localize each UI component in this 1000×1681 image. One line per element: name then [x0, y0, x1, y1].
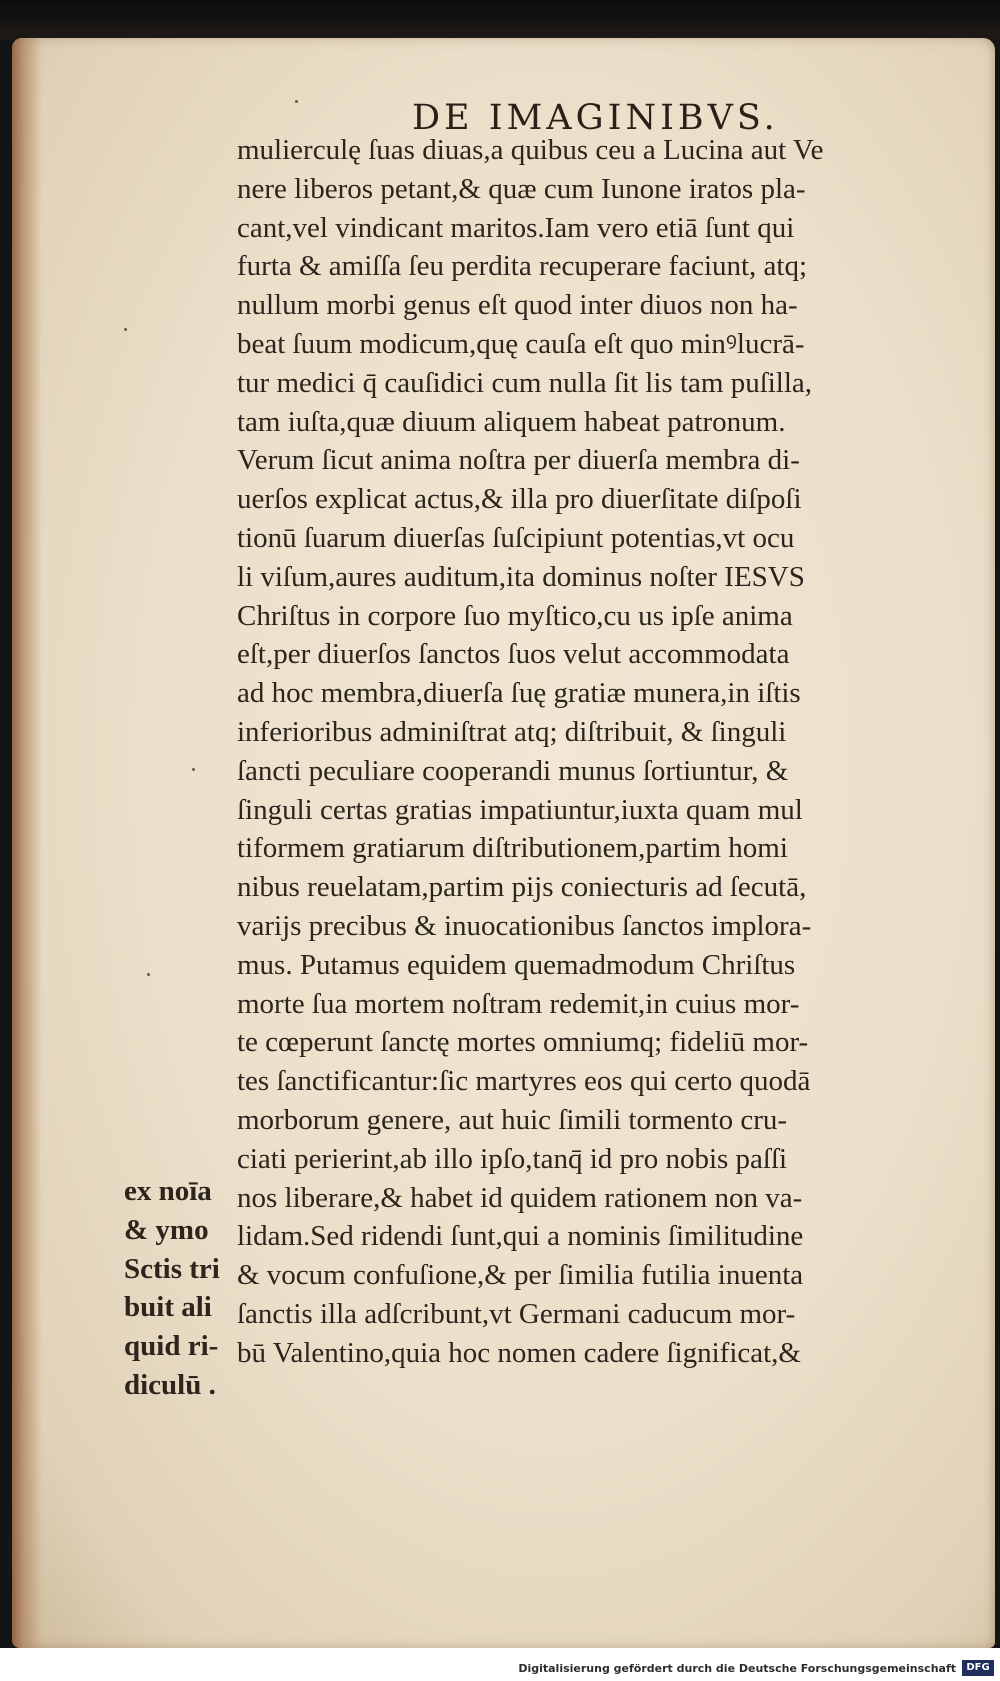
text-line: te cœperunt ſanctę mortes omniumq; fideliū mor-: [237, 1026, 809, 1059]
text-line: ſinguli certas gratias impatiuntur,iuxta quam mul: [237, 793, 803, 826]
running-head: DE IMAGINIBVS.: [412, 98, 779, 138]
marginal-note-line: buit ali: [124, 1291, 212, 1324]
text-line: & vocum confuſione,& per ſimilia futilia inuenta: [237, 1259, 804, 1292]
marginal-note-line: diculū .: [124, 1368, 216, 1401]
marginal-note-line: ex noīa: [124, 1175, 212, 1207]
text-line: bū Valentino,quia hoc nomen cadere ſignificat,&: [237, 1336, 801, 1369]
text-line: nos liberare,& habet id quidem rationem non va-: [237, 1181, 803, 1214]
text-line: tur medici q̄ cauſidici cum nulla ſit lis tam puſilla,: [237, 366, 813, 399]
text-line: tam iuſta,quæ diuum aliquem habeat patronum.: [237, 405, 786, 438]
text-line: li viſum,aures auditum,ita dominus noſter IESVS: [237, 560, 805, 593]
paper-speck: [124, 328, 127, 331]
scan-top-edge: [0, 0, 1000, 40]
text-line: Chriſtus in corpore ſuo myſtico,cu us ipſe anima: [237, 599, 793, 632]
text-line: Verum ſicut anima noſtra per diuerſa membra di-: [237, 444, 800, 477]
text-line: beat ſuum modicum,quę cauſa eſt quo minꝰlucrā-: [237, 327, 805, 360]
text-line: tionū ſuarum diuerſas ſuſcipiunt potentias,vt ocu: [237, 521, 795, 554]
text-line: cant,vel vindicant maritos.Iam vero etiā ſunt qui: [237, 211, 795, 244]
text-line: varijs precibus & inuocationibus ſanctos implora-: [237, 909, 812, 942]
book-page: [12, 38, 995, 1648]
text-line: inferioribus adminiſtrat atq; diſtribuit, & ſinguli: [237, 715, 787, 748]
text-line: nullum morbi genus eſt quod inter diuos non ha-: [237, 289, 798, 322]
text-line: mulierculę ſuas diuas,a quibus ceu a Lucina aut Ve: [237, 134, 824, 166]
text-line: lidam.Sed ridendi ſunt,qui a nominis ſimilitudine: [237, 1220, 804, 1253]
marginal-note-line: quid ri-: [124, 1330, 219, 1363]
text-line: ſancti peculiare cooperandi munus ſortiuntur, &: [237, 754, 789, 787]
text-line: mus. Putamus equidem quemadmodum Chriſtus: [237, 948, 796, 981]
text-line: nere liberos petant,& quæ cum Iunone iratos pla-: [237, 172, 806, 205]
text-line: nibus reuelatam,partim pijs coniecturis ad ſecutā,: [237, 871, 807, 904]
text-line: ad hoc membra,diuerſa ſuę gratiæ munera,in iſtis: [237, 677, 801, 710]
marginal-note-line: & ymo: [124, 1213, 209, 1246]
text-line: ciati perierint,ab illo ipſo,tanq̄ id pro nobis paſſi: [237, 1142, 788, 1175]
page-gutter-shadow: [12, 38, 42, 1648]
text-line: morte ſua mortem noſtram redemit,in cuius mor-: [237, 987, 800, 1020]
paper-speck: [295, 100, 298, 103]
text-line: morborum genere, aut huic ſimili tormento cru-: [237, 1103, 788, 1136]
text-line: ſanctis illa adſcribunt,vt Germani caducum mor-: [237, 1297, 796, 1330]
text-line: eſt,per diuerſos ſanctos ſuos velut accommodata: [237, 638, 790, 671]
digitization-credit: Digitalisierung gefördert durch die Deutsche Forschungsgemeinschaft: [518, 1662, 956, 1675]
text-line: tiformem gratiarum diſtributionem,partim homi: [237, 832, 788, 865]
text-line: tes ſanctificantur:ſic martyres eos qui certo quodā: [237, 1065, 811, 1098]
text-line: furta & amiſſa ſeu perdita recuperare faciunt, atq;: [237, 250, 808, 283]
paper-speck: [147, 973, 150, 976]
marginal-note: [124, 1172, 242, 1405]
body-text: [237, 131, 967, 1373]
dfg-logo: DFG: [962, 1660, 994, 1676]
marginal-note-line: Sctis tri: [124, 1252, 220, 1285]
paper-speck: [192, 768, 195, 771]
text-line: uerſos explicat actus,& illa pro diuerſitate diſpoſi: [237, 483, 802, 516]
